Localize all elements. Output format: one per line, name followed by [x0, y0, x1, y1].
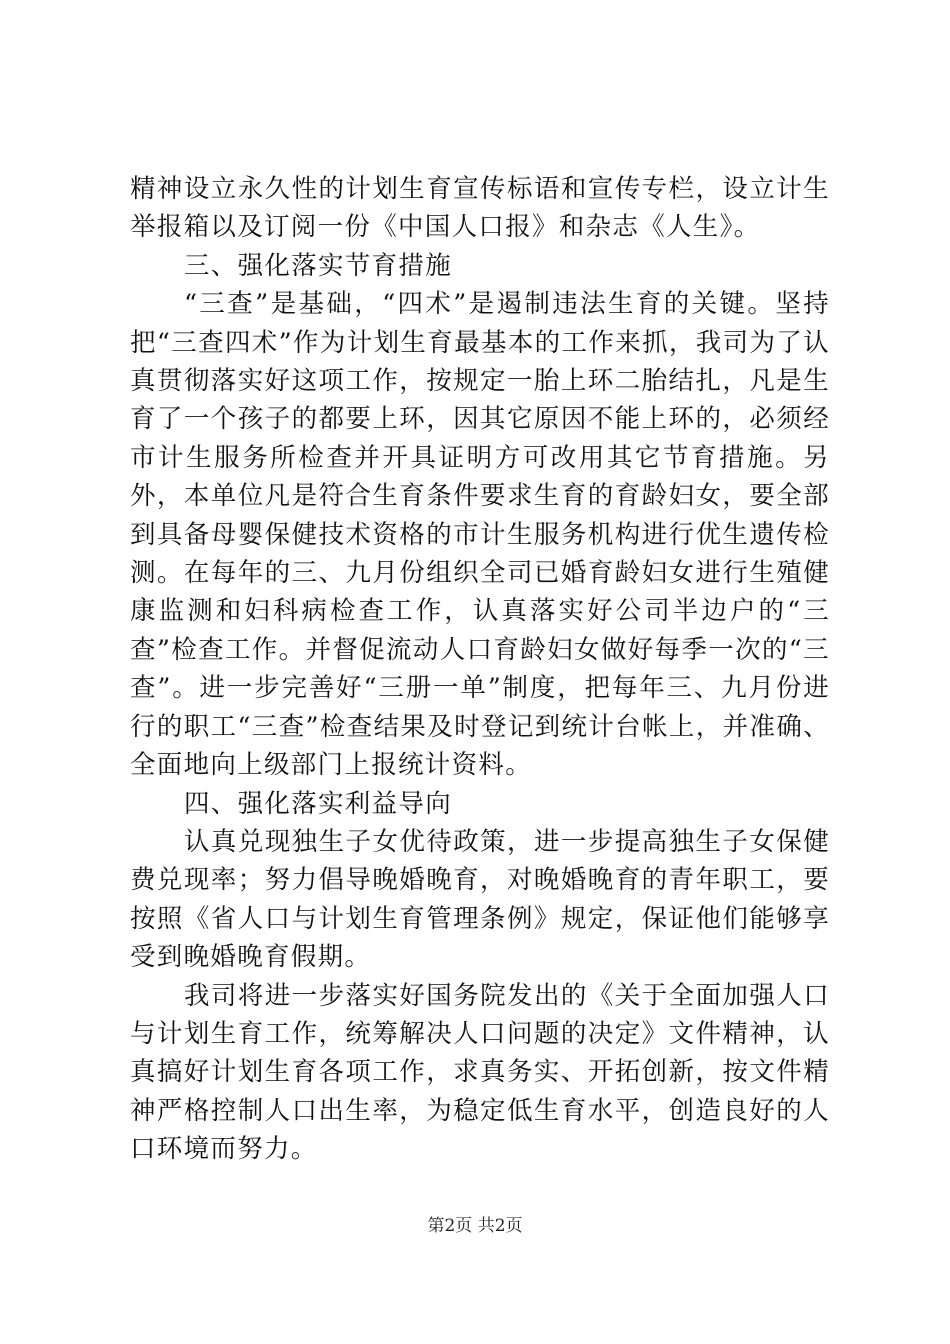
paragraph-continuation: 精神设立永久性的计划生育宣传标语和宣传专栏，设立计生举报箱以及订阅一份《中国人口报》和杂志《人生》。 [130, 174, 830, 243]
section-heading-four: 四、强化落实利益导向 [184, 788, 453, 819]
section-heading-three: 三、强化落实节育措施 [184, 250, 453, 281]
page-number-footer: 第2页 共2页 [427, 1216, 523, 1236]
document-body [130, 170, 830, 1169]
paragraph-benefit-guidance: 认真兑现独生子女优待政策，进一步提高独生子女保健费兑现率；努力倡导晚婚晚育，对晚婚晚育的青年职工，要按照《省人口与计划生育管理条例》规定，保证他们能够享受到晚婚晚育假期。 [130, 826, 830, 973]
paragraph-contraception-measures: “三查”是基础，“四术”是遏制违法生育的关键。坚持把“三查四术”作为计划生育最基本的工作来抓，我司为了认真贯彻落实好这项工作，按规定一胎上环二胎结扎，凡是生育了一个孩子的都要上环，因其它原因不能上环的，必须经市计生服务所检查并开具证明方可改用其它节育措施。另外，本单位凡是符合生育条件要求生育的育龄妇女，要全部到具备母婴保健技术资格的市计生服务机构进行优生遗传检测。在每年的三、九月份组织全司已婚育龄妇女进行生殖健康监测和妇科病检查工作，认真落实好公司半边户的“三查”检查工作。并督促流动人口育龄妇女做好每季一次的“三查”。进一步完善好“三册一单”制度，把每年三、九月份进行的职工“三查”检查结果及时登记到统计台帐上，并准确、全面地向上级部门上报统计资料。 [130, 289, 830, 781]
paragraph-conclusion: 我司将进一步落实好国务院发出的《关于全面加强人口与计划生育工作，统筹解决人口问题的决定》文件精神，认真搞好计划生育各项工作，求真务实、开拓创新，按文件精神严格控制人口出生率，为稳定低生育水平，创造良好的人口环境而努力。 [130, 980, 830, 1165]
